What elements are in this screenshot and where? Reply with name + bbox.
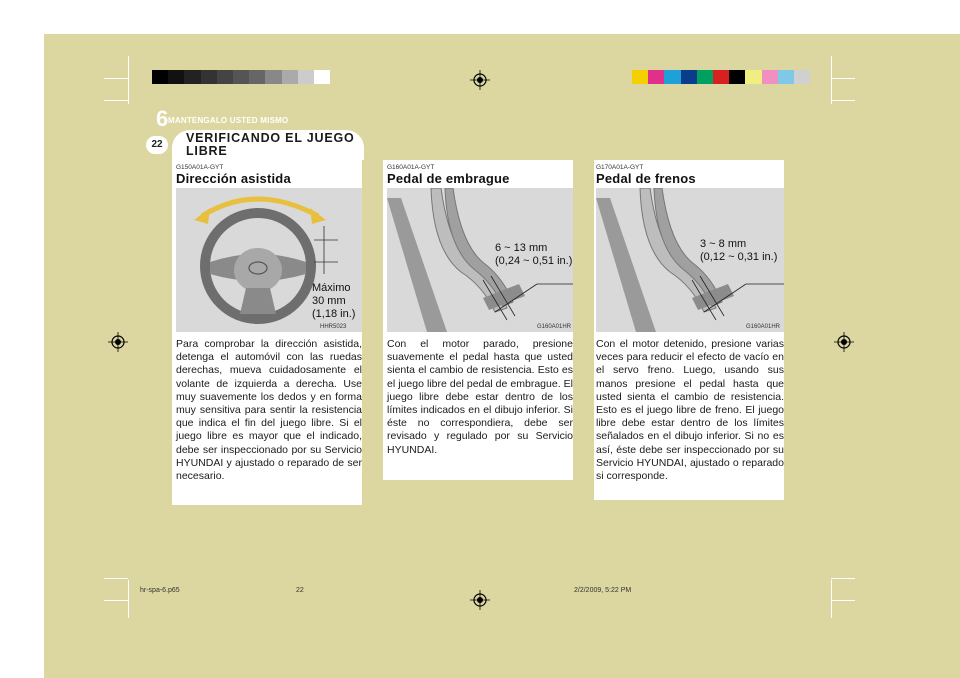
calibration-swatch	[648, 70, 664, 84]
footer-timestamp: 2/2/2009, 5:22 PM	[574, 587, 632, 594]
registration-target-icon	[470, 590, 490, 610]
calibration-swatch	[713, 70, 729, 84]
steering-wheel-figure	[176, 188, 362, 332]
section-heading: Pedal de frenos	[596, 171, 696, 186]
section-heading: Dirección asistida	[176, 171, 291, 186]
calibration-swatch	[152, 70, 168, 84]
calibration-swatch	[282, 70, 298, 84]
calibration-swatch	[729, 70, 745, 84]
calibration-swatch	[298, 70, 314, 84]
calibration-swatch	[233, 70, 249, 84]
section-body: Con el motor detenido, presione varias veces para reducir el efecto de vacío en el servo freno. Luego, usando sus manos presione el pedal hasta que usted sienta el cambio de resistencia. Esto es el juego libre de freno. El juego libre debe estar dentro de los límites señalados en el dibujo inferior. Si no es así, éste debe ser inspeccionado por su Servicio HYUNDAI, ajustado o reparado si corresponde.	[596, 338, 784, 483]
figure-code: HHR5023	[320, 324, 347, 330]
clutch-pedal-figure	[387, 188, 573, 332]
figure-label: 3 ~ 8 mm (0,12 ~ 0,31 in.)	[700, 238, 778, 263]
section-body: Con el motor parado, presione suavemente el pedal hasta que usted sienta el cambio de resistencia. Esto es el juego libre del pedal de embrague. El juego libre debe estar dentro de los límites indicados en el dibujo inferior. Si éste no correspondiera, debe ser revisado y regulado por su Servicio HYUNDAI.	[387, 338, 573, 456]
calibration-swatch	[778, 70, 794, 84]
registration-target-icon	[108, 332, 128, 352]
section-code: G160A01A-GYT	[387, 164, 435, 171]
figure-code: G160A01HR	[537, 324, 572, 330]
figure-label: 6 ~ 13 mm (0,24 ~ 0,51 in.)	[495, 242, 573, 267]
chapter-number: 6	[156, 106, 169, 131]
calibration-swatch	[745, 70, 761, 84]
figure-code: G160A01HR	[746, 324, 781, 330]
calibration-swatch	[201, 70, 217, 84]
brake-pedal-figure	[596, 188, 784, 332]
column-clutch-pedal	[383, 160, 573, 480]
calibration-swatch	[265, 70, 281, 84]
registration-target-icon	[834, 332, 854, 352]
calibration-swatch	[681, 70, 697, 84]
page-number: 22	[151, 139, 163, 150]
calibration-swatch	[794, 70, 810, 84]
calibration-swatch	[762, 70, 778, 84]
registration-target-icon	[470, 70, 490, 90]
footer-page: 22	[296, 587, 304, 594]
section-body: Para comprobar la dirección asistida, detenga el automóvil con las ruedas derechas, mueva cuidadosamente el volante de izquierda a derecha. Use muy suavemente los dedos y en forma muy sensitiva para sentir la resistencia que indica el fin del juego libre. Si el juego libre es mayor que el indicado, debe ser inspeccionado por su Servicio HYUNDAI y ajustado o reparado de ser necesario.	[176, 338, 362, 483]
section-title: VERIFICANDO EL JUEGO LIBRE	[186, 131, 355, 158]
figure-label: Máximo 30 mm (1,18 in.)	[312, 282, 356, 320]
section-code: G170A01A-GYT	[596, 164, 644, 171]
calibration-swatch	[217, 70, 233, 84]
calibration-swatch	[697, 70, 713, 84]
chapter-title: MANTENGALO USTED MISMO	[168, 116, 289, 125]
calibration-swatch	[314, 70, 330, 84]
calibration-swatch	[184, 70, 200, 84]
column-brake-pedal	[594, 160, 784, 500]
calibration-swatch	[664, 70, 680, 84]
column-power-steering	[172, 160, 362, 505]
section-heading: Pedal de embrague	[387, 171, 510, 186]
calibration-swatch	[632, 70, 648, 84]
footer-file: hr-spa-6.p65	[140, 587, 180, 594]
calibration-swatch	[249, 70, 265, 84]
section-code: G150A01A-GYT	[176, 164, 224, 171]
calibration-swatch	[168, 70, 184, 84]
